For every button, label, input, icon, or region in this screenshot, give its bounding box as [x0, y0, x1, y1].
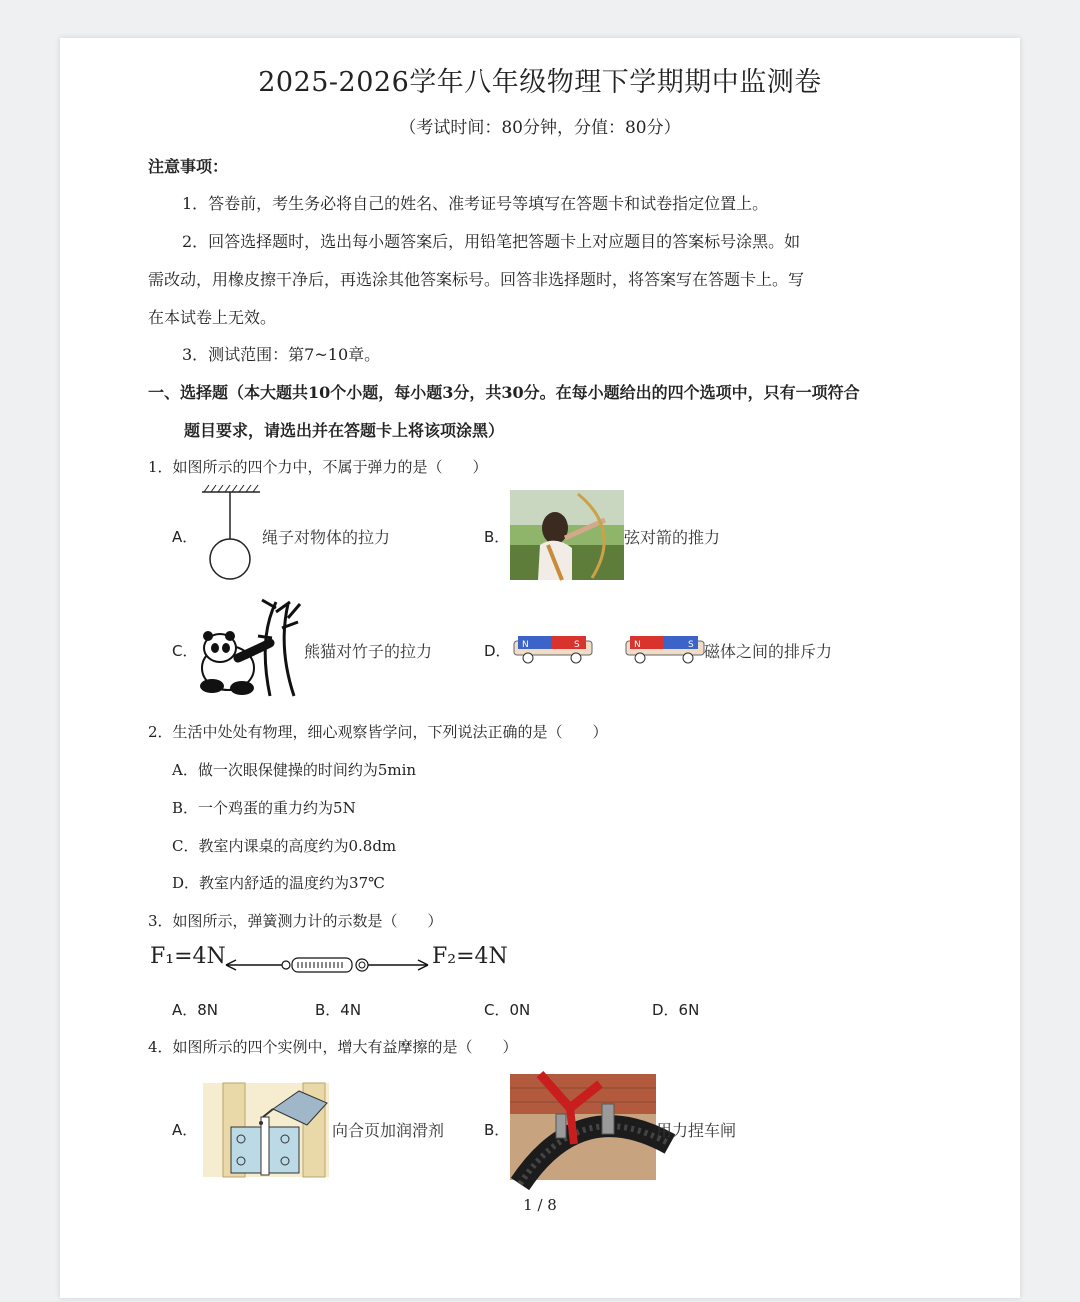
notice-item-2-line-3: 在本试卷上无效。: [148, 308, 277, 327]
magnet-right-n-pole: N: [634, 640, 641, 650]
hanging-ball-figure: [200, 484, 262, 584]
notice-item-3: 3．测试范围：第7~10章。: [182, 345, 381, 364]
q2-option-c: C．教室内课桌的高度约为0.8dm: [172, 837, 397, 855]
section-1-heading-cont: 题目要求，请选出并在答题卡上将该项涂黑）: [184, 421, 505, 440]
magnet-cart-right: [624, 633, 706, 665]
notice-heading: 注意事项：: [148, 157, 229, 176]
q2-option-a: A．做一次眼保健操的时间约为5min: [172, 761, 417, 779]
notice-item-2-line-2: 需改动，用橡皮擦干净后，再选涂其他答案标号。回答非选择题时，将答案写在答题卡上。写: [148, 270, 805, 289]
q1-option-c-caption: 熊猫对竹子的拉力: [304, 642, 433, 661]
magnet-left-s-pole: S: [574, 640, 580, 650]
q3-stem: 3．如图所示，弹簧测力计的示数是（ ）: [148, 912, 443, 930]
notice-item-2-line-1: 2．回答选择题时，选出每小题答案后，用铅笔把答题卡上对应题目的答案标号涂黑。如: [182, 232, 801, 251]
exam-page: [60, 38, 1020, 1298]
q4-option-a-caption: 向合页加润滑剂: [332, 1121, 445, 1140]
q1-option-a-label: A．: [172, 528, 198, 546]
hinge-oil-figure: [203, 1083, 329, 1177]
archer-photo: [510, 490, 624, 580]
notice-item-1: 1．答卷前，考生务必将自己的姓名、准考证号等填写在答题卡和试卷指定位置上。: [182, 194, 769, 213]
q4-stem: 4．如图所示的四个实例中，增大有益摩擦的是（ ）: [148, 1038, 518, 1056]
exam-subtitle: （考试时间：80分钟，分值：80分）: [399, 118, 681, 138]
page-number: 1 / 8: [523, 1196, 557, 1214]
section-1-heading: 一、选择题（本大题共10个小题，每小题3分，共30分。在每小题给出的四个选项中，只有一项符合: [148, 383, 860, 402]
q1-option-a-caption: 绳子对物体的拉力: [262, 528, 391, 547]
magnet-cart-left: [512, 633, 594, 665]
magnet-left-n-pole: N: [522, 640, 529, 650]
q3-option-a: A．8N: [172, 1001, 219, 1019]
q3-force-f1: F₁=4N: [150, 944, 226, 969]
q1-stem: 1．如图所示的四个力中，不属于弹力的是（ ）: [148, 458, 488, 476]
exam-title: 2025-2026学年八年级物理下学期期中监测卷: [258, 67, 822, 98]
q1-option-b-label: B．: [484, 528, 510, 546]
bike-brake-photo: [510, 1074, 656, 1180]
panda-bamboo-figure: [198, 598, 304, 698]
q3-option-b: B．4N: [315, 1001, 362, 1019]
q4-option-b-caption: 用力捏车闸: [656, 1121, 737, 1140]
q2-option-d: D．教室内舒适的温度约为37℃: [172, 874, 385, 892]
q3-option-d: D．6N: [652, 1001, 700, 1019]
q2-option-b: B．一个鸡蛋的重力约为5N: [172, 799, 356, 817]
q2-stem: 2．生活中处处有物理，细心观察皆学问，下列说法正确的是（ ）: [148, 723, 608, 741]
q1-option-b-caption: 弦对箭的推力: [624, 528, 721, 547]
q3-option-c: C．0N: [484, 1001, 531, 1019]
magnet-right-s-pole: S: [688, 640, 694, 650]
q4-option-a-label: A．: [172, 1121, 198, 1139]
q1-option-c-label: C．: [172, 642, 198, 660]
q3-force-f2: F₂=4N: [432, 944, 508, 969]
q4-option-b-label: B．: [484, 1121, 510, 1139]
q1-option-d-caption: 磁体之间的排斥力: [704, 642, 833, 661]
spring-scale-figure: [222, 952, 432, 978]
q1-option-d-label: D．: [484, 642, 511, 660]
